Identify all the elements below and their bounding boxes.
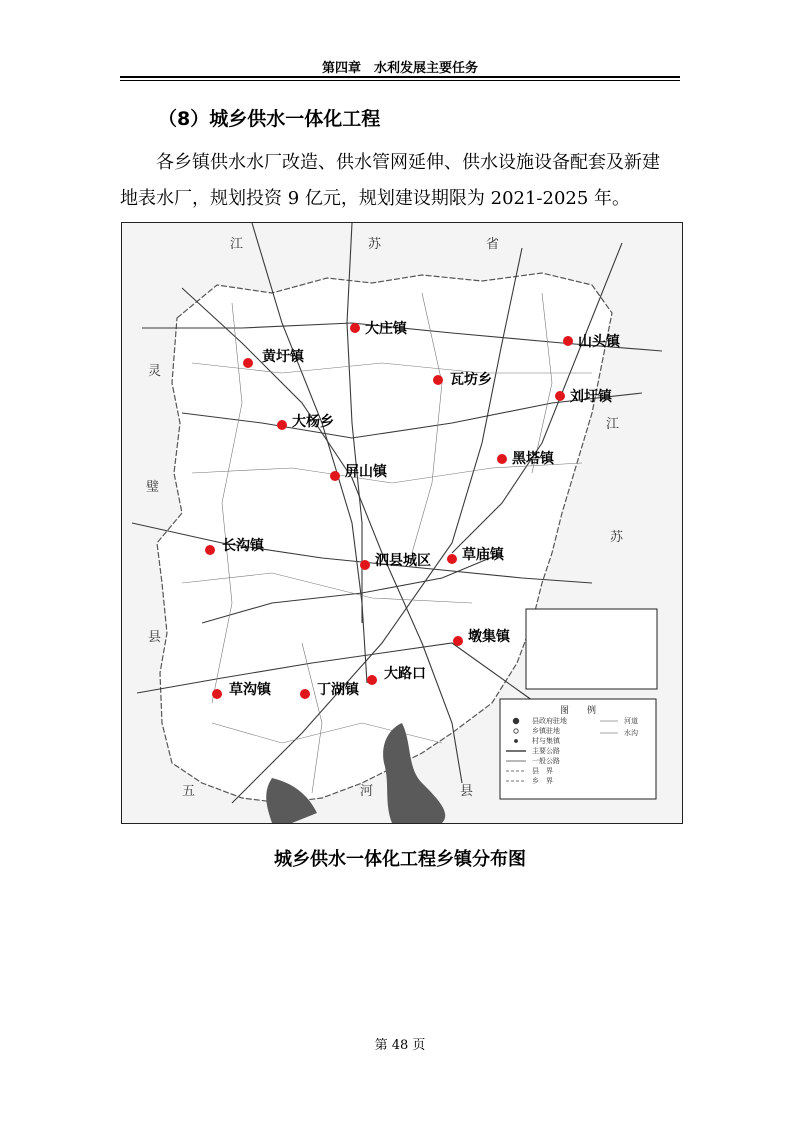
page-number: 第 48 页	[374, 1038, 426, 1053]
region-char: 江	[230, 237, 244, 252]
region-char: 省	[486, 237, 500, 252]
chapter-header: 第四章 水利发展主要任务	[321, 61, 478, 76]
region-char: 苏	[610, 530, 624, 545]
town-marker	[360, 560, 370, 570]
map-canvas	[122, 223, 682, 823]
region-char: 县	[460, 784, 474, 799]
legend-label: 乡 界	[532, 777, 553, 785]
town-marker	[300, 689, 310, 699]
legend-label: 水沟	[624, 729, 638, 737]
town-label: 草沟镇	[229, 682, 271, 698]
legend-panel	[500, 699, 656, 799]
town-label: 草庙镇	[462, 547, 504, 563]
town-label: 泗县城区	[375, 553, 431, 569]
inset-rect	[526, 609, 657, 689]
town-label: 大杨乡	[292, 414, 334, 430]
township-map	[121, 222, 683, 824]
town-label: 黄圩镇	[262, 349, 304, 365]
legend-dot	[513, 718, 519, 724]
legend-label: 村与集镇	[532, 737, 560, 745]
town-label: 黑塔镇	[512, 451, 554, 467]
legend-label: 县政府驻地	[532, 717, 567, 725]
legend-label: 乡镇驻地	[532, 727, 560, 735]
legend-label: 主要公路	[532, 747, 560, 755]
paragraph-line-2: 地表水厂，规划投资 9 亿元，规划建设期限为 2021-2025 年。	[120, 188, 631, 209]
region-char: 江	[606, 417, 620, 432]
town-label: 大路口	[384, 666, 426, 682]
town-label: 大庄镇	[365, 321, 407, 337]
town-label: 刘圩镇	[570, 389, 612, 405]
town-marker	[277, 420, 287, 430]
legend-label: 一般公路	[532, 757, 560, 765]
town-marker	[433, 375, 443, 385]
header-rule-thick	[120, 76, 680, 78]
town-label: 屏山镇	[345, 464, 387, 480]
region-char: 灵	[148, 364, 162, 379]
section-title: （8）城乡供水一体化工程	[158, 108, 381, 130]
header-rule-thin	[120, 80, 680, 81]
town-marker	[350, 323, 360, 333]
region-char: 苏	[368, 237, 382, 252]
town-label: 长沟镇	[222, 538, 264, 554]
legend-label: 县 界	[532, 767, 553, 775]
town-marker	[563, 336, 573, 346]
town-marker	[453, 636, 463, 646]
region-char: 璧	[146, 480, 160, 495]
town-label: 山头镇	[578, 334, 620, 350]
figure-caption: 城乡供水一体化工程乡镇分布图	[274, 849, 526, 870]
legend-title: 图 例	[559, 706, 597, 716]
town-marker	[212, 689, 222, 699]
town-marker	[205, 545, 215, 555]
region-char: 五	[182, 784, 196, 799]
paragraph-line-1: 各乡镇供水水厂改造、供水管网延伸、供水设施设备配套及新建	[156, 152, 660, 173]
town-marker	[243, 358, 253, 368]
region-char: 县	[148, 630, 162, 645]
town-label: 墩集镇	[468, 629, 510, 645]
town-marker	[555, 391, 565, 401]
legend-dot	[515, 740, 518, 743]
legend-label: 河道	[624, 717, 638, 725]
town-label: 丁湖镇	[317, 682, 359, 698]
town-label: 瓦坊乡	[450, 372, 492, 388]
town-marker	[497, 454, 507, 464]
body-paragraph	[120, 145, 680, 217]
region-char: 河	[360, 784, 374, 799]
legend-dot	[514, 729, 518, 733]
town-marker	[367, 675, 377, 685]
town-marker	[447, 554, 457, 564]
town-marker	[330, 471, 340, 481]
